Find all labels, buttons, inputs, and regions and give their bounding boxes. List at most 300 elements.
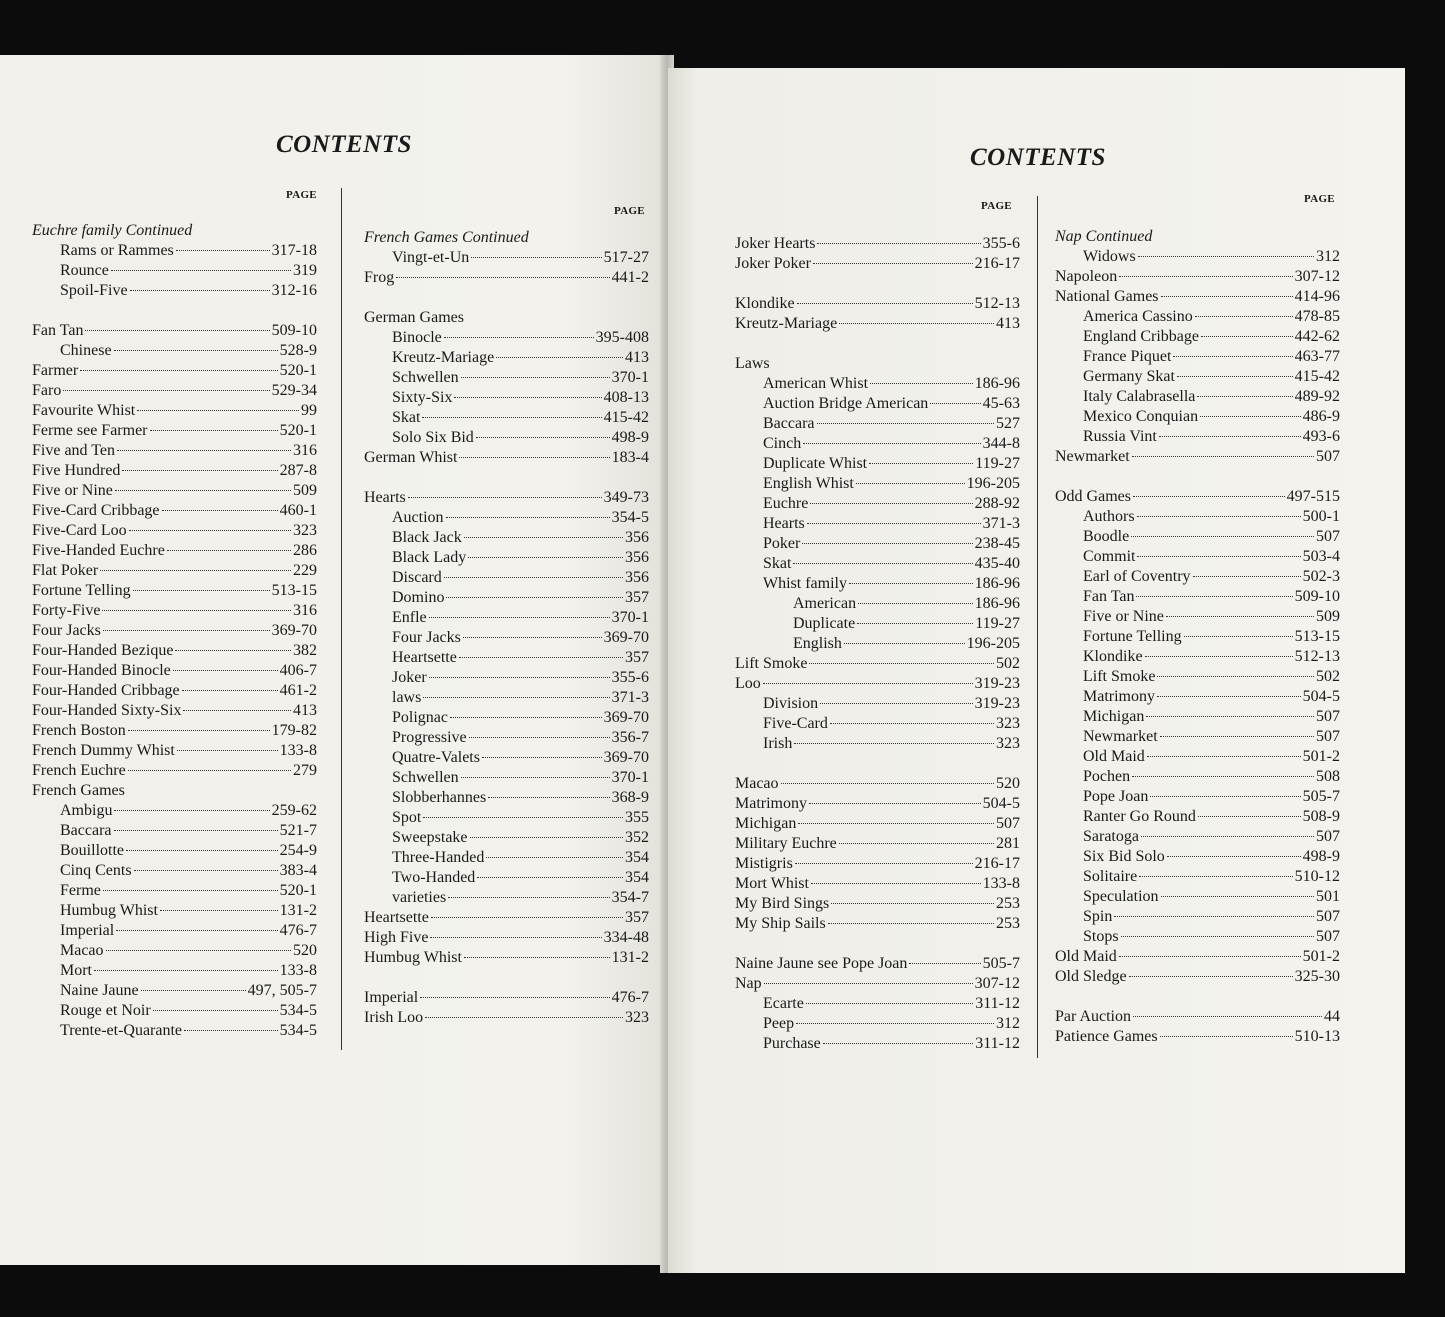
dot-leader (795, 863, 973, 864)
toc-entry-title: Lift Smoke (1083, 668, 1156, 685)
column-divider (341, 188, 342, 1050)
toc-entry-title: High Five (364, 929, 429, 946)
toc-entry-page: 529-34 (271, 382, 317, 399)
toc-entry (364, 428, 649, 448)
dot-leader (100, 570, 291, 571)
toc-entry-title: Enfle (392, 609, 427, 626)
toc-entry-page: 253 (996, 915, 1020, 932)
toc-entry (364, 828, 649, 848)
toc-entry (1055, 747, 1340, 767)
dot-leader (130, 290, 270, 291)
dot-leader (1132, 456, 1314, 457)
toc-entry-title: Naine Jaune see Pope Joan (735, 955, 908, 972)
toc-entry-page: 286 (293, 542, 317, 559)
toc-entry (1055, 967, 1340, 987)
right-page (668, 68, 1405, 1273)
toc-entry-page: 349-73 (603, 489, 649, 506)
toc-entry-page: 186-96 (974, 575, 1020, 592)
toc-entry-page: 502-3 (1302, 568, 1340, 585)
toc-entry-title: Slobberhannes (392, 789, 487, 806)
toc-entry-title: America Cassino (1083, 308, 1193, 325)
toc-entry (32, 361, 317, 381)
toc-entry-page: 520-1 (279, 882, 317, 899)
toc-entry-title: Old Sledge (1055, 968, 1127, 985)
dot-leader (1137, 556, 1300, 557)
toc-entry-title: Laws (735, 355, 770, 372)
dot-leader (420, 997, 609, 998)
toc-entry-page: 509-10 (1294, 588, 1340, 605)
dot-leader (809, 803, 981, 804)
toc-entry-title: Humbug Whist (364, 949, 462, 966)
toc-entry-page: 352 (625, 829, 649, 846)
toc-entry-page: 502 (1316, 668, 1340, 685)
toc-entry (32, 821, 317, 841)
dot-leader (471, 257, 601, 258)
dot-leader (1114, 916, 1314, 917)
toc-entry-title: Five-Card (763, 715, 828, 732)
toc-entry (1055, 247, 1340, 267)
toc-entry (364, 648, 649, 668)
toc-entry-title: Patience Games (1055, 1028, 1158, 1045)
toc-entry (32, 641, 317, 661)
toc-entry-page: 369-70 (603, 749, 649, 766)
toc-entry (1055, 427, 1340, 447)
toc-entry-title: Domino (392, 589, 445, 606)
toc-entry-page: 508 (1316, 768, 1340, 785)
toc-entry (1055, 627, 1340, 647)
dot-leader (128, 730, 270, 731)
page-column-label: PAGE (1304, 193, 1335, 205)
toc-entry (364, 888, 649, 908)
toc-entry-page: 319-23 (974, 695, 1020, 712)
dot-leader (177, 750, 278, 751)
toc-entry (1055, 787, 1340, 807)
dot-leader (823, 1043, 974, 1044)
toc-entry-page: 497-515 (1286, 488, 1340, 505)
toc-entry (735, 454, 1020, 474)
toc-entry-title: Frog (364, 269, 395, 286)
toc-entry-page: 504-5 (1302, 688, 1340, 705)
toc-entry-title: American (793, 595, 857, 612)
toc-entry-title: Joker Hearts (735, 235, 816, 252)
toc-entry (364, 788, 649, 808)
toc-entry-title: French Dummy Whist (32, 742, 175, 759)
toc-entry (32, 901, 317, 921)
toc-entry (1055, 327, 1340, 347)
toc-entry-title: Duplicate Whist (763, 455, 868, 472)
dot-leader (831, 903, 994, 904)
toc-entry-page: 312 (1316, 248, 1340, 265)
dot-leader (1119, 956, 1301, 957)
toc-entry-title: Mexico Conquian (1083, 408, 1199, 425)
toc-entry-title: Four-Handed Bezique (32, 642, 174, 659)
toc-entry (32, 421, 317, 441)
dot-leader (116, 930, 277, 931)
dot-leader (1141, 836, 1314, 837)
dot-leader (448, 897, 609, 898)
toc-entry-page: 415-42 (603, 409, 649, 426)
toc-entry (364, 328, 649, 348)
toc-entry-page: 323 (996, 735, 1020, 752)
toc-entry-title: Heartsette (364, 909, 429, 926)
toc-entry-title: Ambigu (60, 802, 113, 819)
dot-leader (1133, 1016, 1322, 1017)
toc-entry-title: Two-Handed (392, 869, 476, 886)
toc-entry-title: Solo Six Bid (392, 429, 474, 446)
toc-entry-page: 493-6 (1302, 428, 1340, 445)
toc-entry-title: National Games (1055, 288, 1159, 305)
dot-leader (114, 350, 278, 351)
toc-entry (735, 354, 1020, 374)
toc-entry (1055, 367, 1340, 387)
dot-leader (114, 810, 269, 811)
toc-entry-page: 319 (293, 262, 317, 279)
toc-entry (32, 1021, 317, 1041)
toc-entry-title: Old Maid (1083, 748, 1145, 765)
toc-entry (735, 514, 1020, 534)
toc-entry-title: Matrimony (1083, 688, 1155, 705)
dot-leader (173, 670, 278, 671)
toc-entry-title: French Boston (32, 722, 126, 739)
toc-entry-title: Stops (1083, 928, 1119, 945)
dot-leader (423, 697, 609, 698)
toc-entry-page: 507 (1316, 908, 1340, 925)
dot-leader (454, 397, 601, 398)
toc-spacer (735, 334, 1020, 354)
toc-entry-page: 319-23 (974, 675, 1020, 692)
toc-entry-page: 521-7 (279, 822, 317, 839)
toc-entry-page: 133-8 (982, 875, 1020, 892)
toc-entry-page: 344-8 (982, 435, 1020, 452)
toc-entry-title: Bouillotte (60, 842, 124, 859)
toc-entry-title: Duplicate (793, 615, 856, 632)
toc-entry (364, 568, 649, 588)
dot-leader (781, 783, 994, 784)
dot-leader (794, 743, 994, 744)
toc-entry-title: Flat Poker (32, 562, 99, 579)
toc-entry (364, 748, 649, 768)
dot-leader (1138, 256, 1314, 257)
toc-entry (1055, 887, 1340, 907)
dot-leader (425, 1017, 623, 1018)
toc-entry-title: Hearts (364, 489, 406, 506)
dot-leader (1146, 716, 1314, 717)
toc-entry (735, 914, 1020, 934)
toc-entry-page: 370-1 (611, 769, 649, 786)
toc-entry (735, 974, 1020, 994)
toc-entry (1055, 767, 1340, 787)
toc-entry (1055, 727, 1340, 747)
dot-leader (488, 797, 609, 798)
dot-leader (129, 530, 291, 531)
toc-entry-page: 478-85 (1294, 308, 1340, 325)
toc-entry (32, 1001, 317, 1021)
toc-entry (735, 654, 1020, 674)
toc-entry (1055, 847, 1340, 867)
toc-entry (32, 941, 317, 961)
toc-entry-page: 133-8 (279, 742, 317, 759)
toc-entry-page: 312 (996, 1015, 1020, 1032)
dot-leader (909, 963, 980, 964)
toc-entry-title: Fan Tan (1083, 588, 1135, 605)
toc-entry-title: Five or Nine (1083, 608, 1164, 625)
dot-leader (839, 323, 994, 324)
toc-entry-title: Favourite Whist (32, 402, 136, 419)
dot-leader (429, 617, 610, 618)
toc-entry-page: 504-5 (982, 795, 1020, 812)
toc-entry-page: 133-8 (279, 962, 317, 979)
toc-entry-page: 460-1 (279, 502, 317, 519)
page-column-label: PAGE (614, 205, 645, 217)
dot-leader (763, 683, 973, 684)
dot-leader (1161, 896, 1314, 897)
toc-entry-title: Matrimony (735, 795, 807, 812)
toc-entry-page: 357 (625, 649, 649, 666)
page-title: CONTENTS (970, 144, 1106, 171)
toc-entry-title: Loo (735, 675, 761, 692)
toc-entry-page: 355-6 (611, 669, 649, 686)
toc-entry (1055, 907, 1340, 927)
toc-entry-title: Irish (763, 735, 793, 752)
toc-entry (1055, 527, 1340, 547)
toc-entry-page: 503-4 (1302, 548, 1340, 565)
dot-leader (930, 403, 980, 404)
dot-leader (450, 717, 602, 718)
toc-entry-page: 463-77 (1294, 348, 1340, 365)
toc-entry-title: Rounce (60, 262, 109, 279)
dot-leader (444, 577, 623, 578)
dot-leader (150, 430, 278, 431)
toc-column (735, 234, 1020, 1054)
toc-entry (32, 501, 317, 521)
toc-entry-page: 520 (996, 775, 1020, 792)
toc-entry-page: 442-62 (1294, 328, 1340, 345)
toc-entry (735, 874, 1020, 894)
toc-entry-title: varieties (392, 889, 447, 906)
toc-entry-page: 408-13 (603, 389, 649, 406)
toc-entry (32, 981, 317, 1001)
toc-entry-title: Kreutz-Mariage (735, 315, 838, 332)
toc-entry-title: Hearts (763, 515, 805, 532)
toc-entry (364, 508, 649, 528)
dot-leader (459, 657, 623, 658)
dot-leader (1136, 596, 1292, 597)
toc-entry (32, 261, 317, 281)
toc-section-header (364, 228, 649, 248)
toc-entry-page: 311-12 (975, 995, 1020, 1012)
column-divider (1037, 196, 1038, 1058)
toc-entry-page: 507 (1316, 708, 1340, 725)
dot-leader (184, 1030, 278, 1031)
toc-entry (1055, 947, 1340, 967)
toc-entry (364, 528, 649, 548)
toc-entry-page: 509 (293, 482, 317, 499)
toc-entry-page: 509-10 (271, 322, 317, 339)
toc-entry-title: French Euchre (32, 762, 126, 779)
toc-entry (364, 268, 649, 288)
toc-entry-title: American Whist (763, 375, 869, 392)
toc-entry-title: Baccara (763, 415, 815, 432)
toc-entry (32, 781, 317, 801)
dot-leader (858, 603, 973, 604)
toc-entry-page: 354 (625, 849, 649, 866)
dot-leader (496, 357, 623, 358)
dot-leader (160, 910, 278, 911)
toc-entry-title: Whist family (763, 575, 847, 592)
toc-entry-page: 507 (1316, 928, 1340, 945)
dot-leader (1139, 876, 1292, 877)
toc-entry (735, 954, 1020, 974)
dot-leader (482, 757, 602, 758)
toc-entry (32, 581, 317, 601)
toc-entry (1055, 707, 1340, 727)
toc-entry-title: Russia Vint (1083, 428, 1157, 445)
toc-spacer (364, 468, 649, 488)
toc-section-header (32, 221, 317, 241)
toc-entry (364, 588, 649, 608)
toc-entry-page: 534-5 (279, 1002, 317, 1019)
toc-entry-title: French Games Continued (364, 229, 529, 246)
toc-entry-page: 382 (293, 642, 317, 659)
toc-entry-title: Four-Handed Cribbage (32, 682, 180, 699)
dot-leader (115, 490, 291, 491)
toc-entry (735, 474, 1020, 494)
dot-leader (839, 843, 994, 844)
dot-leader (94, 970, 278, 971)
toc-entry-page: 259-62 (271, 802, 317, 819)
dot-leader (153, 1010, 278, 1011)
toc-entry (32, 801, 317, 821)
toc-entry-page: 44 (1324, 1008, 1340, 1025)
toc-entry-page: 383-4 (279, 862, 317, 879)
dot-leader (468, 557, 623, 558)
dot-leader (1197, 396, 1292, 397)
toc-entry (735, 314, 1020, 334)
toc-entry (364, 928, 649, 948)
toc-entry-page: 441-2 (611, 269, 649, 286)
toc-entry (1055, 687, 1340, 707)
dot-leader (141, 990, 246, 991)
toc-entry-title: Nap Continued (1055, 228, 1153, 245)
toc-entry (364, 708, 649, 728)
dot-leader (477, 877, 623, 878)
toc-entry-page: 356 (625, 569, 649, 586)
dot-leader (122, 470, 277, 471)
toc-entry-title: Ranter Go Round (1083, 808, 1196, 825)
toc-entry (735, 734, 1020, 754)
toc-entry (364, 868, 649, 888)
toc-entry (364, 368, 649, 388)
toc-entry-page: 254-9 (279, 842, 317, 859)
dot-leader (63, 390, 269, 391)
toc-entry-page: 435-40 (974, 555, 1020, 572)
toc-entry-title: Spot (392, 809, 422, 826)
dot-leader (1161, 296, 1293, 297)
dot-leader (102, 610, 291, 611)
toc-entry-page: 216-17 (974, 855, 1020, 872)
toc-entry-page: 356 (625, 529, 649, 546)
dot-leader (1145, 656, 1293, 657)
toc-entry-title: Six Bid Solo (1083, 848, 1165, 865)
dot-leader (844, 643, 965, 644)
dot-leader (1160, 1036, 1293, 1037)
dot-leader (1131, 536, 1314, 537)
toc-entry-page: 354-5 (611, 509, 649, 526)
toc-entry-page: 281 (996, 835, 1020, 852)
toc-entry-title: Macao (735, 775, 779, 792)
toc-entry-page: 507 (1316, 528, 1340, 545)
dot-leader (807, 523, 981, 524)
toc-entry-page: 357 (625, 589, 649, 606)
dot-leader (133, 590, 270, 591)
toc-entry (735, 294, 1020, 314)
toc-entry-title: Sweepstake (392, 829, 468, 846)
toc-entry (364, 688, 649, 708)
toc-entry (364, 848, 649, 868)
dot-leader (798, 823, 994, 824)
toc-entry-page: 500-1 (1302, 508, 1340, 525)
toc-entry-title: Speculation (1083, 888, 1159, 905)
toc-entry-page: 461-2 (279, 682, 317, 699)
toc-entry-page: 501-2 (1302, 748, 1340, 765)
toc-entry-title: Faro (32, 382, 62, 399)
toc-entry-page: 502 (996, 655, 1020, 672)
toc-entry-page: 357 (625, 909, 649, 926)
toc-entry-page: 507 (996, 815, 1020, 832)
toc-entry (735, 854, 1020, 874)
toc-entry (32, 861, 317, 881)
toc-entry-title: Auction (392, 509, 444, 526)
toc-entry-page: 368-9 (611, 789, 649, 806)
toc-entry-page: 186-96 (974, 595, 1020, 612)
dot-leader (1195, 316, 1293, 317)
dot-leader (444, 337, 594, 338)
dot-leader (810, 503, 972, 504)
dot-leader (869, 463, 973, 464)
toc-entry-title: Progressive (392, 729, 467, 746)
page-title: CONTENTS (276, 131, 412, 158)
toc-entry-page: 196-205 (966, 475, 1020, 492)
dot-leader (162, 510, 278, 511)
toc-entry (364, 808, 649, 828)
toc-entry-page: 476-7 (279, 922, 317, 939)
toc-entry (1055, 927, 1340, 947)
toc-entry-page: 99 (301, 402, 317, 419)
toc-entry-title: Four-Handed Sixty-Six (32, 702, 182, 719)
toc-entry-page: 131-2 (279, 902, 317, 919)
toc-entry (735, 534, 1020, 554)
toc-entry (32, 921, 317, 941)
page-column-label: PAGE (286, 189, 317, 201)
toc-entry (735, 674, 1020, 694)
toc-entry (735, 374, 1020, 394)
toc-entry-title: Binocle (392, 329, 442, 346)
dot-leader (856, 483, 965, 484)
toc-entry (364, 388, 649, 408)
toc-entry-title: Spoil-Five (60, 282, 128, 299)
toc-entry-page: 520-1 (279, 422, 317, 439)
toc-entry (735, 694, 1020, 714)
toc-entry-title: Purchase (763, 1035, 821, 1052)
toc-entry-page: 119-27 (975, 615, 1020, 632)
toc-entry-page: 501-2 (1302, 948, 1340, 965)
toc-entry-title: Farmer (32, 362, 79, 379)
toc-entry-title: Mistigris (735, 855, 793, 872)
dot-leader (809, 663, 994, 664)
toc-entry (32, 601, 317, 621)
toc-entry-title: Par Auction (1055, 1008, 1131, 1025)
toc-entry (364, 408, 649, 428)
